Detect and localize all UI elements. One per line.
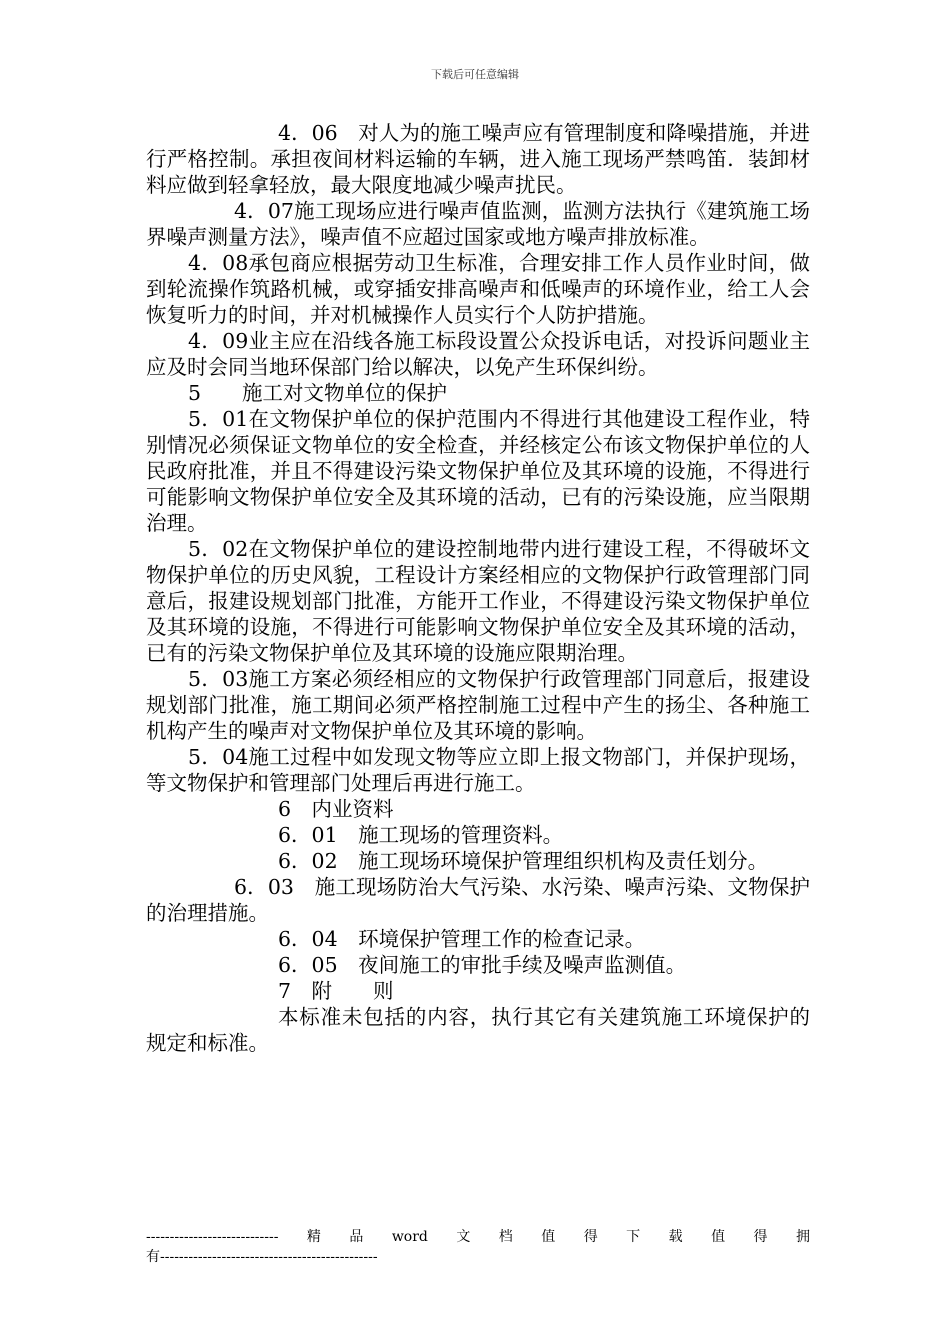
paragraph-4-09: 4．09业主应在沿线各施工标段设置公众投诉电话，对投诉问题业主应及时会同当地环保部门给以解决，以免产生环保纠纷。 — [146, 329, 810, 379]
footer-word: word — [391, 1229, 428, 1245]
paragraph-7-body: 本标准未包括的内容，执行其它有关建筑施工环境保护的规定和标准。 — [146, 1005, 810, 1055]
section-6-heading: 6 内业资料 — [278, 797, 394, 821]
page-header: 下载后可任意编辑 — [431, 68, 519, 81]
footer-word: 载 — [668, 1229, 683, 1245]
paragraph-5-03: 5．03施工方案必须经相应的文物保护行政管理部门同意后，报建设规划部门批准，施工期间必须严格控制施工过程中产生的扬尘、各种施工机构产生的噪声对文物保护单位及其环境的影响。 — [146, 667, 810, 743]
paragraph-5-04: 5．04施工过程中如发现文物等应立即上报文物部门，并保护现场，等文物保护和管理部门处理后再进行施工。 — [146, 745, 810, 795]
footer-word: 档 — [498, 1229, 513, 1245]
footer-word: 值 — [541, 1229, 556, 1245]
footer-word: 文 — [456, 1229, 471, 1245]
paragraph-5-02: 5．02在文物保护单位的建设控制地带内进行建设工程，不得破坏文物保护单位的历史风貌，工程设计方案经相应的文物保护行政管理部门同意后，报建设规划部门批准，方能开工作业，不得建设污染文物保护单位及其环境的设施，不得进行可能影响文物保护单位安全及其环境的活动，已有的污染文物保护单位及其环境的设施应限期治理。 — [146, 537, 810, 665]
paragraph-4-08: 4．08承包商应根据劳动卫生标准，合理安排工作人员作业时间，做到轮流操作筑路机械，或穿插安排高噪声和低噪声的环境作业，给工人会恢复听力的时间，并对机械操作人员实行个人防护措施。 — [146, 251, 810, 327]
paragraph-5-01: 5．01在文物保护单位的保护范围内不得进行其他建设工程作业，特别情况必须保证文物单位的安全检查，并经核定公布该文物保护单位的人民政府批准，并且不得建设污染文物保护单位及其环境的设施，不得进行可能影响文物保护单位安全及其环境的活动，已有的污染设施，应当限期治理。 — [146, 407, 810, 535]
footer-word: 拥 — [795, 1229, 810, 1245]
paragraph-4-06: 4．06 对人为的施工噪声应有管理制度和降噪措施，并进行严格控制。承担夜间材料运输的车辆，进入施工现场严禁鸣笛．装卸材料应做到轻拿轻放，最大限度地减少噪声扰民。 — [146, 121, 810, 197]
paragraph-6-02: 6．02 施工现场环境保护管理组织机构及责任划分。 — [278, 849, 769, 873]
footer-line-1 — [146, 1226, 810, 1246]
footer-word: 值 — [711, 1229, 726, 1245]
footer-word: 品 — [349, 1229, 364, 1245]
page-footer — [146, 1226, 810, 1266]
section-7-heading: 7 附 则 — [278, 979, 394, 1003]
footer-word: 下 — [626, 1229, 641, 1245]
document-body — [146, 120, 810, 1056]
paragraph-6-01: 6．01 施工现场的管理资料。 — [278, 823, 564, 847]
paragraph-6-04: 6．04 环境保护管理工作的检查记录。 — [278, 927, 646, 951]
paragraph-6-05: 6．05 夜间施工的审批手续及噪声监测值。 — [278, 953, 687, 977]
section-5-heading: 5 施工对文物单位的保护 — [188, 381, 448, 405]
paragraph-6-03: 6．03 施工现场防治大气污染、水污染、噪声污染、文物保护的治理措施。 — [146, 875, 810, 925]
footer-word: 得 — [583, 1229, 598, 1245]
footer-line-2: 有---------------------------------------------- — [146, 1249, 378, 1265]
footer-dashes-left: ---------------------------- — [146, 1229, 279, 1245]
paragraph-4-07: 4．07施工现场应进行噪声值监测，监测方法执行《建筑施工场界噪声测量方法》，噪声值不应超过国家或地方噪声排放标准。 — [146, 199, 810, 249]
footer-word: 得 — [753, 1229, 768, 1245]
footer-word: 精 — [306, 1229, 321, 1245]
